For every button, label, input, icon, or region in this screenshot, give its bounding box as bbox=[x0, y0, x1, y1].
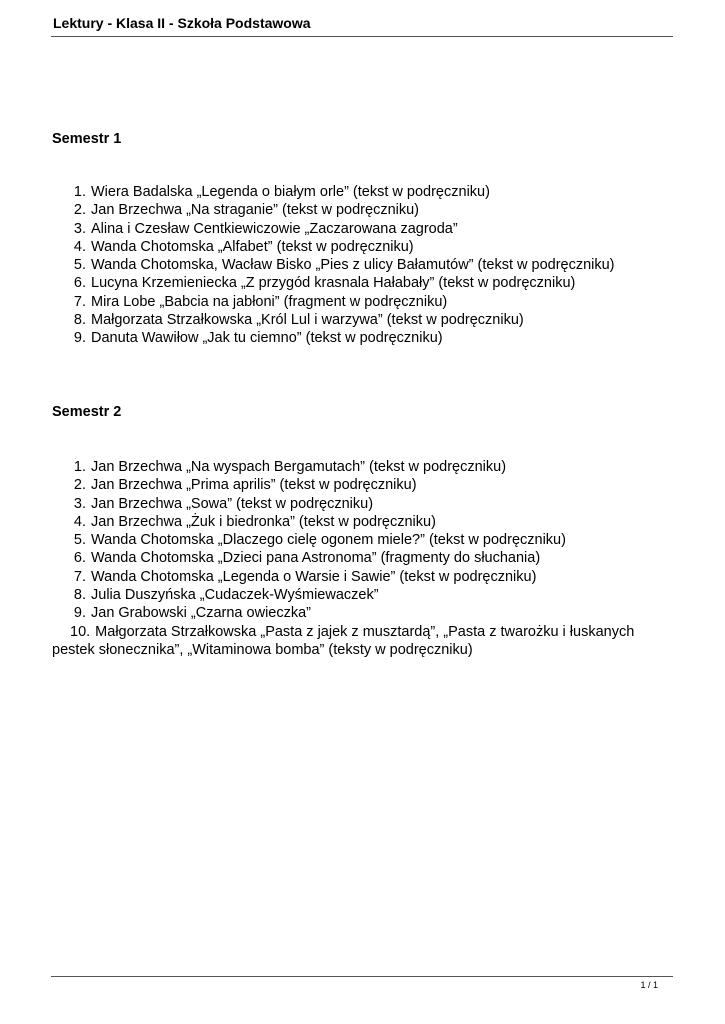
list-item bbox=[52, 311, 662, 329]
item-number: 7. bbox=[73, 568, 86, 585]
list-item bbox=[52, 329, 662, 347]
semester-2-heading: Semestr 2 bbox=[52, 404, 122, 420]
item-text: Jan Brzechwa „Na straganie” (tekst w podręczniku) bbox=[91, 202, 419, 219]
item-text: Julia Duszyńska „Cudaczek-Wyśmiewaczek” bbox=[91, 587, 379, 604]
list-item bbox=[52, 495, 662, 513]
item-text: Małgorzata Strzałkowska „Król Lul i warzywa” (tekst w podręczniku) bbox=[91, 312, 524, 329]
item-number: 2. bbox=[73, 477, 86, 494]
list-item bbox=[52, 183, 662, 201]
list-item bbox=[52, 256, 662, 274]
item-number: 3. bbox=[73, 495, 86, 512]
item-text: Lucyna Krzemieniecka „Z przygód krasnala Hałabały” (tekst w podręczniku) bbox=[91, 275, 576, 292]
item-text: Wanda Chotomska „Dzieci pana Astronoma” (fragmenty do słuchania) bbox=[91, 550, 541, 567]
list-item bbox=[52, 201, 662, 219]
list-item bbox=[52, 586, 662, 604]
header-divider bbox=[51, 36, 673, 37]
item-number: 9. bbox=[73, 330, 86, 347]
list-item bbox=[52, 220, 662, 238]
item-text: Jan Brzechwa „Na wyspach Bergamutach” (tekst w podręczniku) bbox=[91, 459, 507, 475]
list-item bbox=[52, 568, 662, 586]
item-number: 1. bbox=[73, 459, 86, 475]
list-item bbox=[52, 238, 662, 256]
list-item bbox=[52, 513, 662, 531]
item-number: 1. bbox=[73, 184, 86, 200]
semester-1-reading-list bbox=[52, 183, 662, 348]
semester-2-reading-list bbox=[52, 458, 662, 659]
item-text: Jan Brzechwa „Żuk i biedronka” (tekst w podręczniku) bbox=[91, 513, 436, 530]
item-text: Wanda Chotomska „Legenda o Warsie i Sawie” (tekst w podręczniku) bbox=[91, 568, 537, 585]
item-number: 4. bbox=[73, 238, 86, 255]
list-item bbox=[52, 458, 662, 476]
list-item bbox=[52, 531, 662, 549]
item-text: Jan Grabowski „Czarna owieczka” bbox=[91, 605, 311, 622]
list-item bbox=[52, 476, 662, 494]
item-number: 5. bbox=[73, 532, 86, 549]
item-text: Alina i Czesław Centkiewiczowie „Zaczarowana zagroda” bbox=[91, 220, 458, 237]
semester-1-heading: Semestr 1 bbox=[52, 131, 122, 147]
page-number: 1 / 1 bbox=[640, 980, 658, 990]
footer-divider bbox=[51, 976, 673, 977]
item-number: 6. bbox=[73, 550, 86, 567]
item-number: 3. bbox=[73, 220, 86, 237]
list-item bbox=[52, 623, 662, 660]
list-item bbox=[52, 549, 662, 567]
item-number: 2. bbox=[73, 202, 86, 219]
item-number: 5. bbox=[73, 257, 86, 274]
item-text: Mira Lobe „Babcia na jabłoni” (fragment w podręczniku) bbox=[91, 293, 448, 310]
item-number: 4. bbox=[73, 513, 86, 530]
list-item bbox=[52, 293, 662, 311]
item-number: 9. bbox=[73, 605, 86, 622]
item-text: Wanda Chotomska, Wacław Bisko „Pies z ulicy Bałamutów” (tekst w podręczniku) bbox=[91, 257, 615, 274]
item-number: 6. bbox=[73, 275, 86, 292]
item-text: Małgorzata Strzałkowska „Pasta z jajek z musztardą”, „Pasta z twarożku i łuskanych pestek słonecznika”, „Witaminowa bomba” (teksty w podręczniku) bbox=[52, 623, 635, 658]
item-text: Jan Brzechwa „Prima aprilis” (tekst w podręczniku) bbox=[91, 477, 417, 494]
item-number: 7. bbox=[73, 293, 86, 310]
item-text: Wanda Chotomska „Dlaczego cielę ogonem miele?” (tekst w podręczniku) bbox=[91, 532, 566, 549]
item-text: Wiera Badalska „Legenda o białym orle” (tekst w podręczniku) bbox=[91, 184, 490, 200]
item-number: 8. bbox=[73, 587, 86, 604]
item-text: Wanda Chotomska „Alfabet” (tekst w podręczniku) bbox=[91, 238, 414, 255]
document-title: Lektury - Klasa II - Szkoła Podstawowa bbox=[53, 15, 311, 31]
item-number: 8. bbox=[73, 312, 86, 329]
list-item bbox=[52, 274, 662, 292]
item-number: 10. bbox=[70, 623, 91, 640]
list-item bbox=[52, 604, 662, 622]
item-text: Danuta Wawiłow „Jak tu ciemno” (tekst w podręczniku) bbox=[91, 330, 443, 347]
item-text: Jan Brzechwa „Sowa” (tekst w podręczniku) bbox=[91, 495, 374, 512]
